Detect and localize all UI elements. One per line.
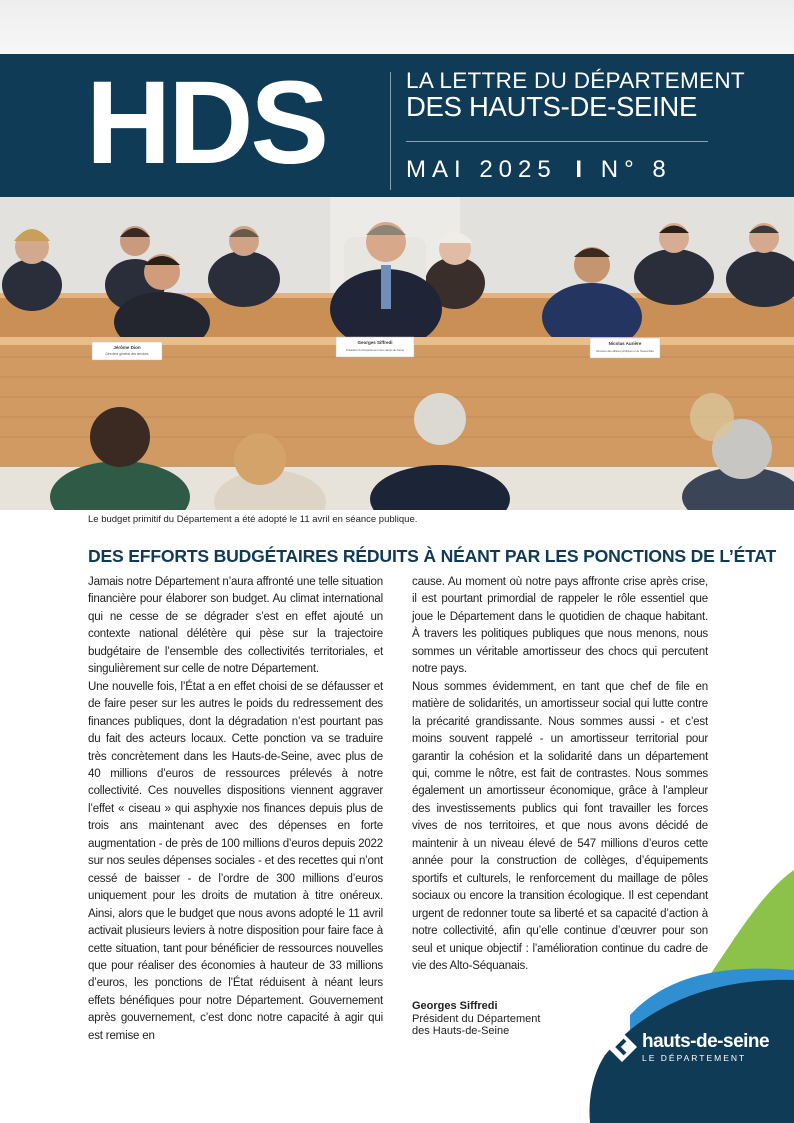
nameplate-role-dion: Directeur général des services <box>105 352 149 356</box>
logo-name: hauts-de-seine <box>642 1031 770 1052</box>
issue-number: N° 8 <box>600 156 672 183</box>
article-column-1 <box>88 574 383 1045</box>
session-photo <box>0 197 794 510</box>
paragraph: Une nouvelle fois, l’État a en effet choisi de se défausser et de faire peser sur les autres le poids du redressement des finances publiques, dont la dégradation n’est pourtant pas du fait des acteurs locaux. Cette ponction va se traduire très concrètement dans les Hauts-de-Seine, avec plus de 40 millions d’euros de ressources prélevés à notre collectivité. Ces nouvelles dispositions viennent aggraver l’effet « ciseau » qui asphyxie nos finances depuis plus de trois ans maintenant avec des dépenses en forte augmentation - de près de 100 millions d’euros depuis 2022 sur nos seules dépenses sociales - et des recettes qui n’ont cessé de baisser - de l’ordre de 300 millions d’euros uniquement pour les droits de mutation à titre onéreux. Ainsi, alors que le budget que nous avons adopté le 11 avril activait plusieurs leviers à notre disposition pour faire face à cette situation, tant pour bénéficier de ressources nouvelles que pour réaliser des économies à hauteur de 33 millions d’euros, les ponctions de l’État réduisent à néant leurs effets bénéfiques pour notre Département. Gouvernement après gouvernement, c’est donc notre capacité à agir qui est remise en <box>88 680 383 1042</box>
paragraph: Jamais notre Département n’aura affronté une telle situation financière pour élaborer son budget. Au climat international qui ne cesse de se dégrader s’est en effet ajouté un contexte national délétère qui pèse sur la trajectoire budgétaire de l’ensemble des collectivités territoriales, et singulièrement sur celle de notre Département. <box>88 576 383 676</box>
masthead <box>0 54 794 197</box>
photo-caption: Le budget primitif du Département a été adopté le 11 avril en séance publique. <box>88 514 418 525</box>
paragraph: cause. Au moment où notre pays affronte crise après crise, il est pourtant primordial de rappeler le rôle essentiel que joue le Département dans le quotidien de chaque habitant. À travers les politiques publiques que nous menons, nous sommes un véritable amortisseur des chocs qui percutent notre pays. <box>412 576 708 676</box>
masthead-rule <box>406 141 708 142</box>
issue-month: MAI 2025 <box>406 156 557 183</box>
brand-logo: HDS <box>86 57 327 189</box>
nameplate-text-layer <box>0 197 794 510</box>
corner-decoration <box>560 860 794 1123</box>
nameplate-name-siffredi: Georges Siffredi <box>357 340 393 345</box>
top-band <box>0 0 794 54</box>
article-headline: DES EFFORTS BUDGÉTAIRES RÉDUITS À NÉANT PAR LES PONCTIONS DE L’ÉTAT <box>88 546 777 566</box>
issue-line <box>406 156 672 184</box>
signature <box>412 1000 540 1038</box>
signature-title-line2: des Hauts-de-Seine <box>412 1025 510 1037</box>
masthead-divider <box>390 72 391 190</box>
nameplate-name-dion: Jérôme Dion <box>113 345 141 350</box>
logo-subtitle: LE DÉPARTEMENT <box>642 1053 747 1063</box>
issue-separator: I <box>575 156 583 183</box>
masthead-title-line1: LA LETTRE DU DÉPARTEMENT <box>406 68 745 93</box>
masthead-title-line2: DES HAUTS-DE-SEINE <box>406 91 698 122</box>
signature-title-line1: Président du Département <box>412 1012 541 1025</box>
signature-name: Georges Siffredi <box>412 1000 498 1012</box>
nameplate-role-siffredi: Président du Département des Hauts-de-Seine <box>345 348 405 352</box>
hauts-de-seine-logo-icon <box>605 1030 639 1064</box>
nameplate-role-auriere: Directeur des affaires juridiques et de l'Assemblée <box>596 350 654 353</box>
nameplate-name-auriere: Nicolas Aurière <box>608 341 642 346</box>
paragraph: Nous sommes évidemment, en tant que chef de file en matière de solidarités, un amortisseur social qui lutte contre la précarité grandissante. Nous sommes aussi - et c’est moins souvent rappelé - un amortisseur territorial pour garantir la cohésion et la solidarité dans un département qui, comme le nôtre, est fait de contrastes. Nous sommes également un amortisseur économique, grâce à l’ampleur des investissements publics qui font travailler les forces vives de nos territoires, et que nous avons décidé de maintenir à un niveau élevé de 547 millions d’euros cette année pour la construction de collèges, d’équipements sportifs et culturels, le renforcement du maillage de pôles sociaux ou encore la transition écologique. Il est cependant urgent de redonner toute sa liberté et sa capacité d’action à notre collectivité, afin qu’elle continue d’œuvrer pour son seul et unique objectif : l’amélioration continue du cadre de vie des Alto-Séquanais. <box>412 680 708 972</box>
hauts-de-seine-logo <box>642 1032 769 1064</box>
